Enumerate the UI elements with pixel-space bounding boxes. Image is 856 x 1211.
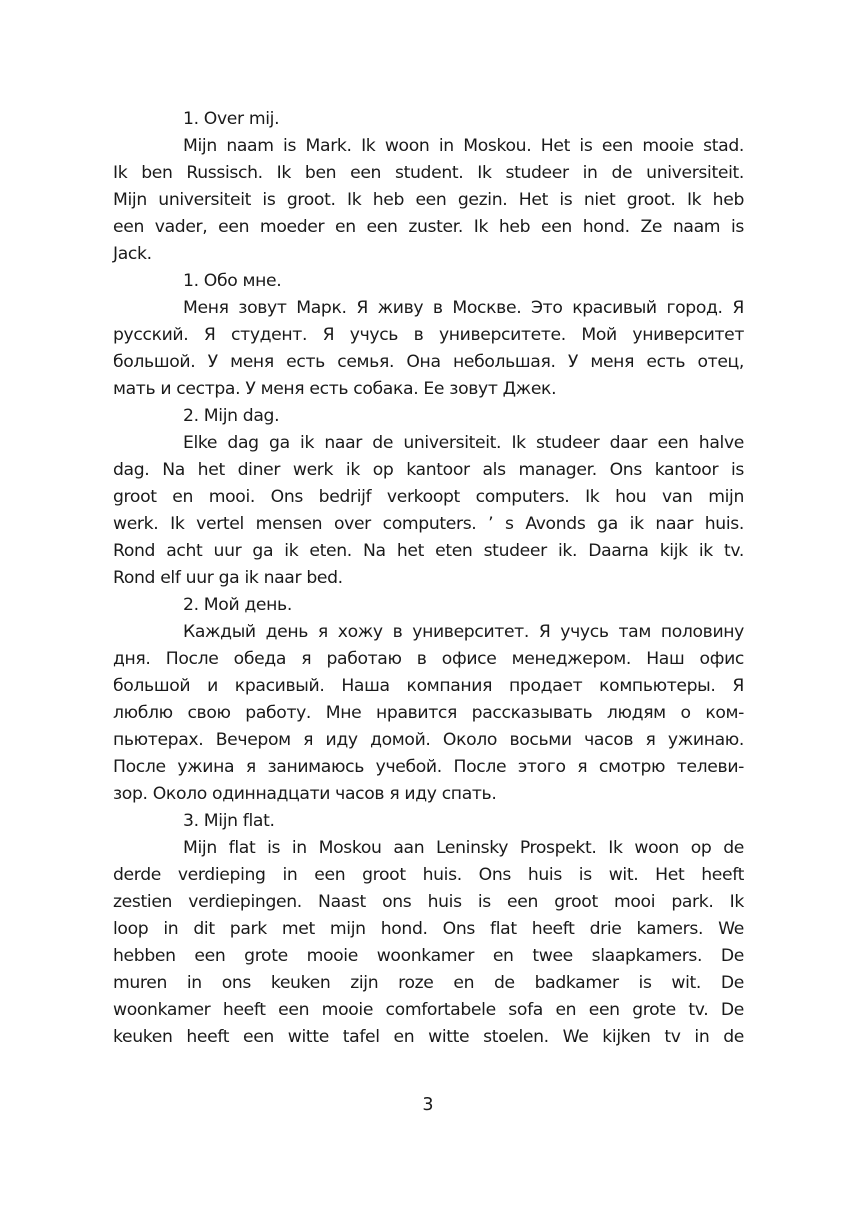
- paragraph-line: Ik ben Russisch. Ik ben een student. Ik studeer in de universiteit.: [113, 163, 744, 183]
- paragraph-line: loop in dit park met mijn hond. Ons flat heeft drie kamers. We: [113, 919, 744, 939]
- section-heading: 2. Mijn dag.: [183, 406, 280, 426]
- paragraph-line: Rond acht uur ga ik eten. Na het eten studeer ik. Daarna kijk ik tv.: [113, 541, 744, 561]
- paragraph-line: Mijn flat is in Moskou aan Leninsky Prospekt. Ik woon op de: [183, 838, 744, 858]
- paragraph-line: dag. Na het diner werk ik op kantoor als manager. Ons kantoor is: [113, 460, 744, 480]
- paragraph-line: большой. У меня есть семья. Она небольшая. У меня есть отец,: [113, 352, 744, 372]
- paragraph-line: Jack.: [113, 244, 152, 264]
- paragraph-line: muren in ons keuken zijn roze en de badkamer is wit. De: [113, 973, 744, 993]
- paragraph-line: Mijn naam is Mark. Ik woon in Moskou. Het is een mooie stad.: [183, 136, 744, 156]
- paragraph-line: зор. Около одиннадцати часов я иду спать.: [113, 784, 497, 804]
- paragraph-line: keuken heeft een witte tafel en witte stoelen. We kijken tv in de: [113, 1027, 744, 1047]
- paragraph-line: большой и красивый. Наша компания продает компьютеры. Я: [113, 676, 744, 696]
- paragraph-line: werk. Ik vertel mensen over computers. ’ s Avonds ga ik naar huis.: [113, 514, 744, 534]
- section-heading: 1. Over mij.: [183, 109, 280, 129]
- paragraph-line: groot en mooi. Ons bedrijf verkoopt computers. Ik hou van mijn: [113, 487, 744, 507]
- page-body: [113, 106, 744, 1051]
- paragraph-line: Каждый день я хожу в университет. Я учусь там половину: [183, 622, 744, 642]
- section-heading: 3. Mijn flat.: [183, 811, 275, 831]
- section-heading: 1. Обо мне.: [183, 271, 282, 291]
- paragraph-line: Mijn universiteit is groot. Ik heb een gezin. Het is niet groot. Ik heb: [113, 190, 744, 210]
- paragraph-line: Меня зовут Марк. Я живу в Москве. Это красивый город. Я: [183, 298, 744, 318]
- paragraph-line: derde verdieping in een groot huis. Ons huis is wit. Het heeft: [113, 865, 744, 885]
- paragraph-line: hebben een grote mooie woonkamer en twee slaapkamers. De: [113, 946, 744, 966]
- page-number: 3: [422, 1095, 434, 1115]
- paragraph-line: een vader, een moeder en een zuster. Ik heb een hond. Ze naam is: [113, 217, 744, 237]
- paragraph-line: дня. После обеда я работаю в офисе менеджером. Наш офис: [113, 649, 744, 669]
- paragraph-line: После ужина я занимаюсь учебой. После этого я смотрю телеви-: [113, 757, 744, 777]
- paragraph-line: zestien verdiepingen. Naast ons huis is een groot mooi park. Ik: [113, 892, 744, 912]
- paragraph-line: Elke dag ga ik naar de universiteit. Ik studeer daar een halve: [183, 433, 744, 453]
- paragraph-line: woonkamer heeft een mooie comfortabele sofa en een grote tv. De: [113, 1000, 744, 1020]
- paragraph-line: Rond elf uur ga ik naar bed.: [113, 568, 343, 588]
- paragraph-line: мать и сестра. У меня есть собака. Ее зовут Джек.: [113, 379, 557, 399]
- paragraph-line: люблю свою работу. Мне нравится рассказывать людям о ком-: [113, 703, 744, 723]
- section-heading: 2. Мой день.: [183, 595, 292, 615]
- paragraph-line: русский. Я студент. Я учусь в университете. Мой университет: [113, 325, 744, 345]
- paragraph-line: пьютерах. Вечером я иду домой. Около восьми часов я ужинаю.: [113, 730, 744, 750]
